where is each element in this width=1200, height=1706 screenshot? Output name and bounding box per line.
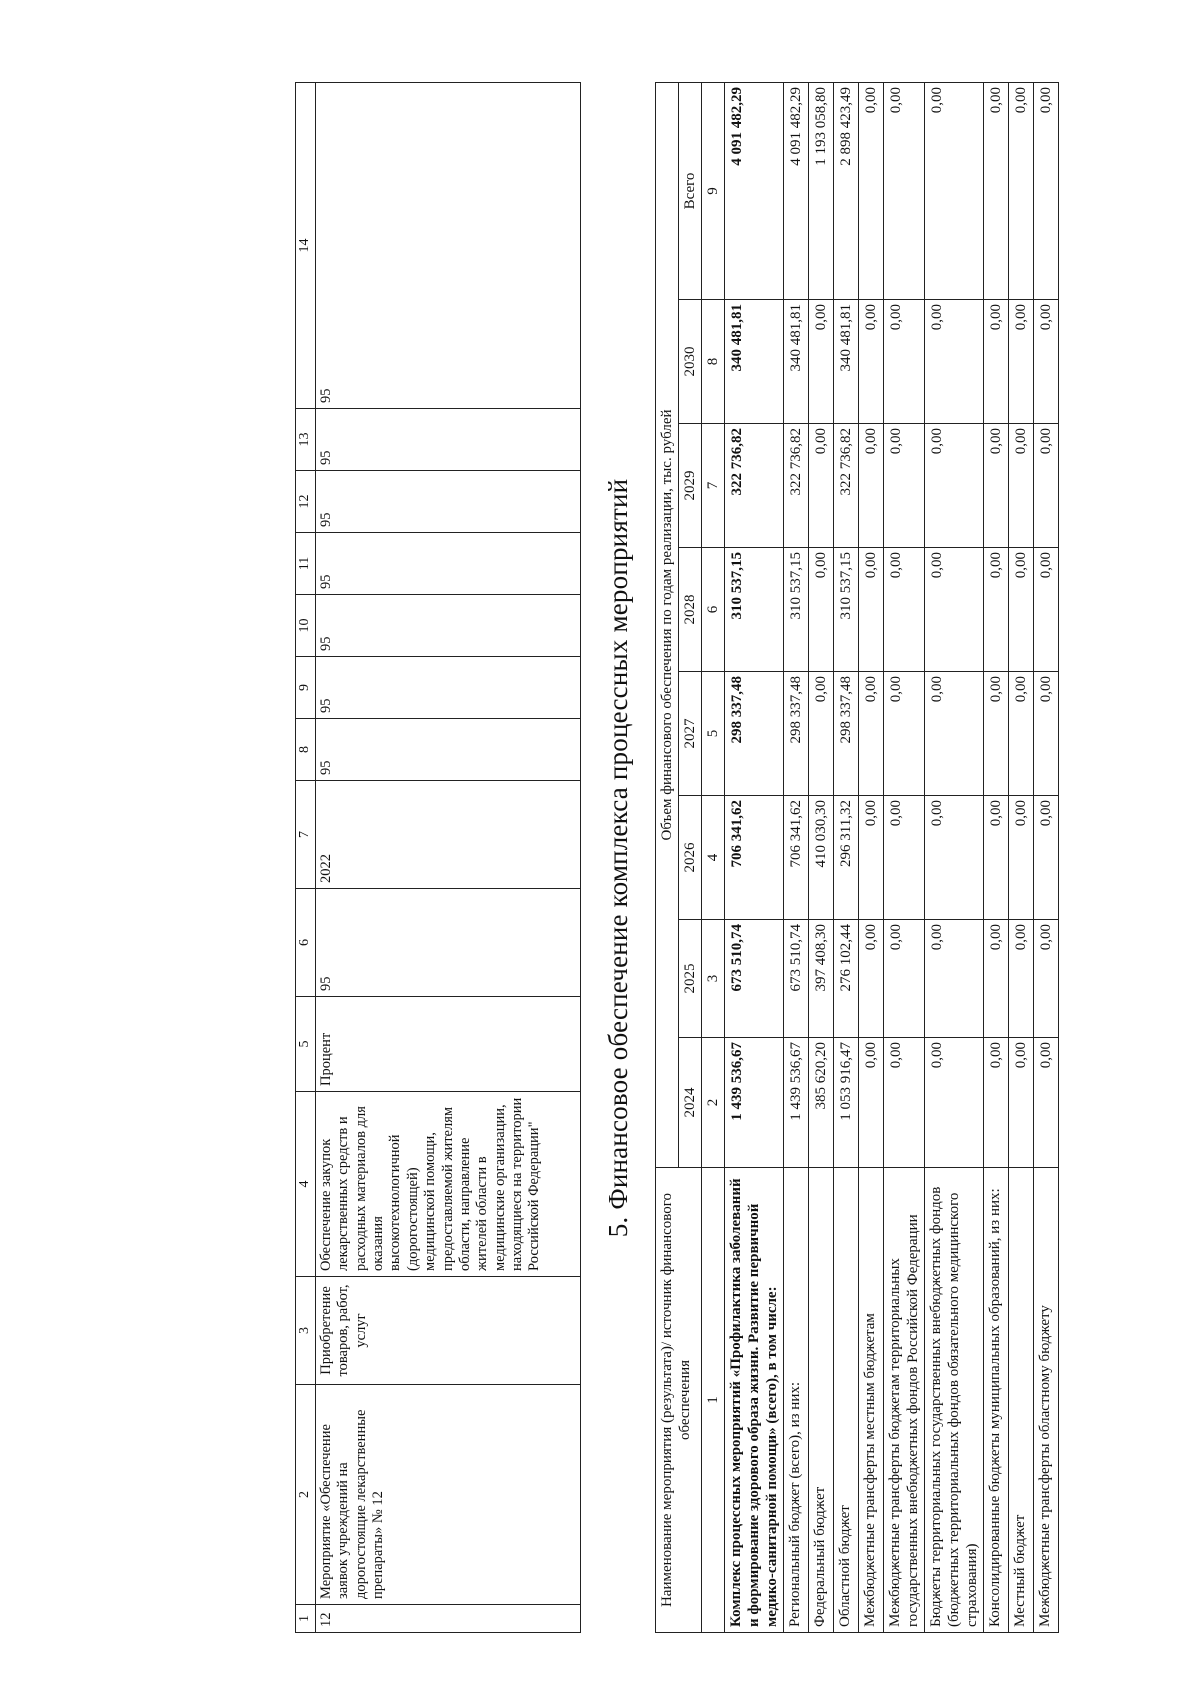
year-header: 2029: [679, 424, 702, 548]
col-index: 11: [296, 533, 316, 595]
year-header: 2028: [679, 548, 702, 672]
col-index: 1: [296, 1605, 316, 1633]
year-value: 0,00: [984, 672, 1009, 796]
section-title: 5. Финансовое обеспечение комплекса процессных мероприятий: [603, 478, 633, 1238]
finance-body: [725, 82, 1059, 1632]
year-value: 0,00: [884, 300, 925, 424]
year-value: 0,00: [884, 424, 925, 548]
indicators-table: [295, 82, 581, 1633]
finance-row: [984, 82, 1009, 1632]
year-value: 340 481,81: [834, 300, 859, 424]
finance-row: [859, 82, 884, 1632]
col-index: 4: [702, 796, 725, 920]
year-value: 0,00: [925, 300, 984, 424]
col-index: 6: [702, 548, 725, 672]
year-value: 322 736,82: [834, 424, 859, 548]
col-index: 3: [296, 1277, 316, 1385]
year-value: 1 439 536,67: [784, 1038, 809, 1168]
year-value: 0,00: [1009, 1038, 1034, 1168]
year-value: 298 337,48: [834, 672, 859, 796]
year-value: 0,00: [859, 796, 884, 920]
year-value: 0,00: [884, 548, 925, 672]
year-value: 0,00: [925, 548, 984, 672]
year-value: 310 537,15: [725, 548, 784, 672]
total-value: 1 193 058,80: [809, 82, 834, 299]
year-value: 0,00: [984, 300, 1009, 424]
col-index: 5: [296, 997, 316, 1092]
finance-row: [884, 82, 925, 1632]
funding-source-label: Консолидированные бюджеты муниципальных образований, из них:: [984, 1168, 1009, 1633]
year-value: 1 439 536,67: [725, 1038, 784, 1168]
col-index: 12: [296, 471, 316, 533]
row-number: 12: [315, 1605, 580, 1633]
year-value: 0,00: [984, 1038, 1009, 1168]
year-value: 0,00: [809, 424, 834, 548]
rotated-document-page: [295, 83, 1185, 1633]
year-value: 673 510,74: [784, 920, 809, 1038]
year-header: 2024: [679, 1038, 702, 1168]
value-2030: 95: [315, 83, 580, 409]
total-value: 0,00: [1009, 82, 1034, 299]
total-value: 4 091 482,29: [784, 82, 809, 299]
col-index: 6: [296, 889, 316, 997]
col-index: 7: [702, 424, 725, 548]
year-value: 0,00: [859, 920, 884, 1038]
year-value: 0,00: [1034, 672, 1059, 796]
col-index: 1: [702, 1168, 725, 1633]
year-value: 0,00: [925, 424, 984, 548]
value-2024: 95: [315, 719, 580, 781]
col-index: 2: [296, 1385, 316, 1605]
year-value: 0,00: [925, 672, 984, 796]
year-value: 1 053 916,47: [834, 1038, 859, 1168]
year-value: 0,00: [1009, 300, 1034, 424]
year-value: 0,00: [859, 300, 884, 424]
year-value: 0,00: [1034, 796, 1059, 920]
unit: Процент: [315, 997, 580, 1092]
col-index: 5: [702, 672, 725, 796]
measure-type: Приобретение товаров, работ, услуг: [315, 1277, 580, 1385]
indicators-header-row: [296, 83, 316, 1633]
year-value: 0,00: [859, 672, 884, 796]
col-index: 4: [296, 1092, 316, 1277]
year-value: 0,00: [1009, 672, 1034, 796]
year-value: 0,00: [1009, 920, 1034, 1038]
year-value: 322 736,82: [784, 424, 809, 548]
year-header: 2027: [679, 672, 702, 796]
year-value: 0,00: [884, 920, 925, 1038]
year-value: 0,00: [1034, 424, 1059, 548]
column-index-row: [702, 82, 725, 1632]
total-value: 0,00: [1034, 82, 1059, 299]
measure-description: Обеспечение закупок лекарственных средств и расходных материалов для оказания высокотехнологичной (дорогостоящей) медицинской помощи, предоставляемой жителям области, направление жителей области в медицинские организации, находящиеся на территории Российской Федерации": [315, 1092, 580, 1277]
funding-source-label: Федеральный бюджет: [809, 1168, 834, 1633]
measure-name: Мероприятие «Обеспечение заявок учреждений на дорогостоящие лекарственные препараты» № 12: [315, 1385, 580, 1605]
year-value: 0,00: [859, 548, 884, 672]
year-value: 298 337,48: [784, 672, 809, 796]
indicators-row: [315, 83, 580, 1633]
year-value: 276 102,44: [834, 920, 859, 1038]
year-value: 340 481,81: [725, 300, 784, 424]
year-value: 0,00: [1009, 548, 1034, 672]
year-header: 2025: [679, 920, 702, 1038]
total-value: 2 898 423,49: [834, 82, 859, 299]
finance-row: [834, 82, 859, 1632]
value-2026: 95: [315, 595, 580, 657]
year-value: 0,00: [809, 548, 834, 672]
year-value: 296 311,32: [834, 796, 859, 920]
total-value: 0,00: [925, 82, 984, 299]
year-value: 0,00: [984, 548, 1009, 672]
funding-source-label: Межбюджетные трансферты бюджетам территориальных государственных внебюджетных фондов Российской Федерации: [884, 1168, 925, 1633]
year-value: 0,00: [1009, 796, 1034, 920]
year-value: 340 481,81: [784, 300, 809, 424]
funding-source-label: Комплекс процессных мероприятий «Профилактика заболеваний и формирование здорового образа жизни. Развитие первичной медико-санитарной помощи» (всего), в том числе:: [725, 1168, 784, 1633]
funding-source-label: Бюджеты территориальных государственных внебюджетных фондов (бюджетных территориальных фондов обязательного медицинского страхования): [925, 1168, 984, 1633]
total-value: 4 091 482,29: [725, 82, 784, 299]
total-value: 0,00: [859, 82, 884, 299]
col-index: 7: [296, 781, 316, 889]
year-value: 0,00: [809, 300, 834, 424]
col-index: 8: [296, 719, 316, 781]
finance-row: [1009, 82, 1034, 1632]
total-value: 0,00: [884, 82, 925, 299]
year-value: 0,00: [884, 1038, 925, 1168]
year-value: 0,00: [809, 672, 834, 796]
year-value: 410 030,30: [809, 796, 834, 920]
year-value: 322 736,82: [725, 424, 784, 548]
year-value: 0,00: [984, 920, 1009, 1038]
year-value: 0,00: [884, 672, 925, 796]
finance-row: [1034, 82, 1059, 1632]
finance-row: [809, 82, 834, 1632]
year-value: 310 537,15: [784, 548, 809, 672]
funding-source-label: Межбюджетные трансферты местным бюджетам: [859, 1168, 884, 1633]
year-value: 0,00: [925, 1038, 984, 1168]
value-2029: 95: [315, 409, 580, 471]
col-index: 14: [296, 83, 316, 409]
year-value: 0,00: [859, 424, 884, 548]
year-value: 0,00: [859, 1038, 884, 1168]
year-value: 385 620,20: [809, 1038, 834, 1168]
volume-header: Объем финансового обеспечения по годам реализации, тыс. рублей: [656, 82, 679, 1167]
year-value: 0,00: [925, 920, 984, 1038]
finance-row: [784, 82, 809, 1632]
year-value: 706 341,62: [784, 796, 809, 920]
year-value: 310 537,15: [834, 548, 859, 672]
total-value: 0,00: [984, 82, 1009, 299]
finance-row: [725, 82, 784, 1632]
col-index: 3: [702, 920, 725, 1038]
value-2025: 95: [315, 657, 580, 719]
col-index: 2: [702, 1038, 725, 1168]
year-value: 0,00: [1034, 548, 1059, 672]
finance-table: [655, 82, 1059, 1633]
year-value: 0,00: [1034, 920, 1059, 1038]
col-index: 9: [296, 657, 316, 719]
year-value: 0,00: [1034, 1038, 1059, 1168]
total-header: Всего: [679, 82, 702, 299]
finance-row: [925, 82, 984, 1632]
year-value: 0,00: [884, 796, 925, 920]
year-value: 0,00: [984, 424, 1009, 548]
year-value: 0,00: [1009, 424, 1034, 548]
col-index: 8: [702, 300, 725, 424]
funding-source-label: Местный бюджет: [1009, 1168, 1034, 1633]
col-index: 9: [702, 82, 725, 299]
year-value: 673 510,74: [725, 920, 784, 1038]
funding-source-label: Региональный бюджет (всего), из них:: [784, 1168, 809, 1633]
year-value: 298 337,48: [725, 672, 784, 796]
name-header: Наименование мероприятия (результата)/ источник финансового обеспечения: [656, 1168, 702, 1633]
year-header: 2026: [679, 796, 702, 920]
year-value: 706 341,62: [725, 796, 784, 920]
base-year: 2022: [315, 781, 580, 889]
value-2027: 95: [315, 533, 580, 595]
year-value: 397 408,30: [809, 920, 834, 1038]
funding-source-label: Межбюджетные трансферты областному бюджету: [1034, 1168, 1059, 1633]
col-index: 10: [296, 595, 316, 657]
col-index: 13: [296, 409, 316, 471]
year-value: 0,00: [1034, 300, 1059, 424]
base-value: 95: [315, 889, 580, 997]
year-value: 0,00: [984, 796, 1009, 920]
year-header: 2030: [679, 300, 702, 424]
year-value: 0,00: [925, 796, 984, 920]
funding-source-label: Областной бюджет: [834, 1168, 859, 1633]
value-2028: 95: [315, 471, 580, 533]
finance-header-row: [656, 82, 679, 1632]
